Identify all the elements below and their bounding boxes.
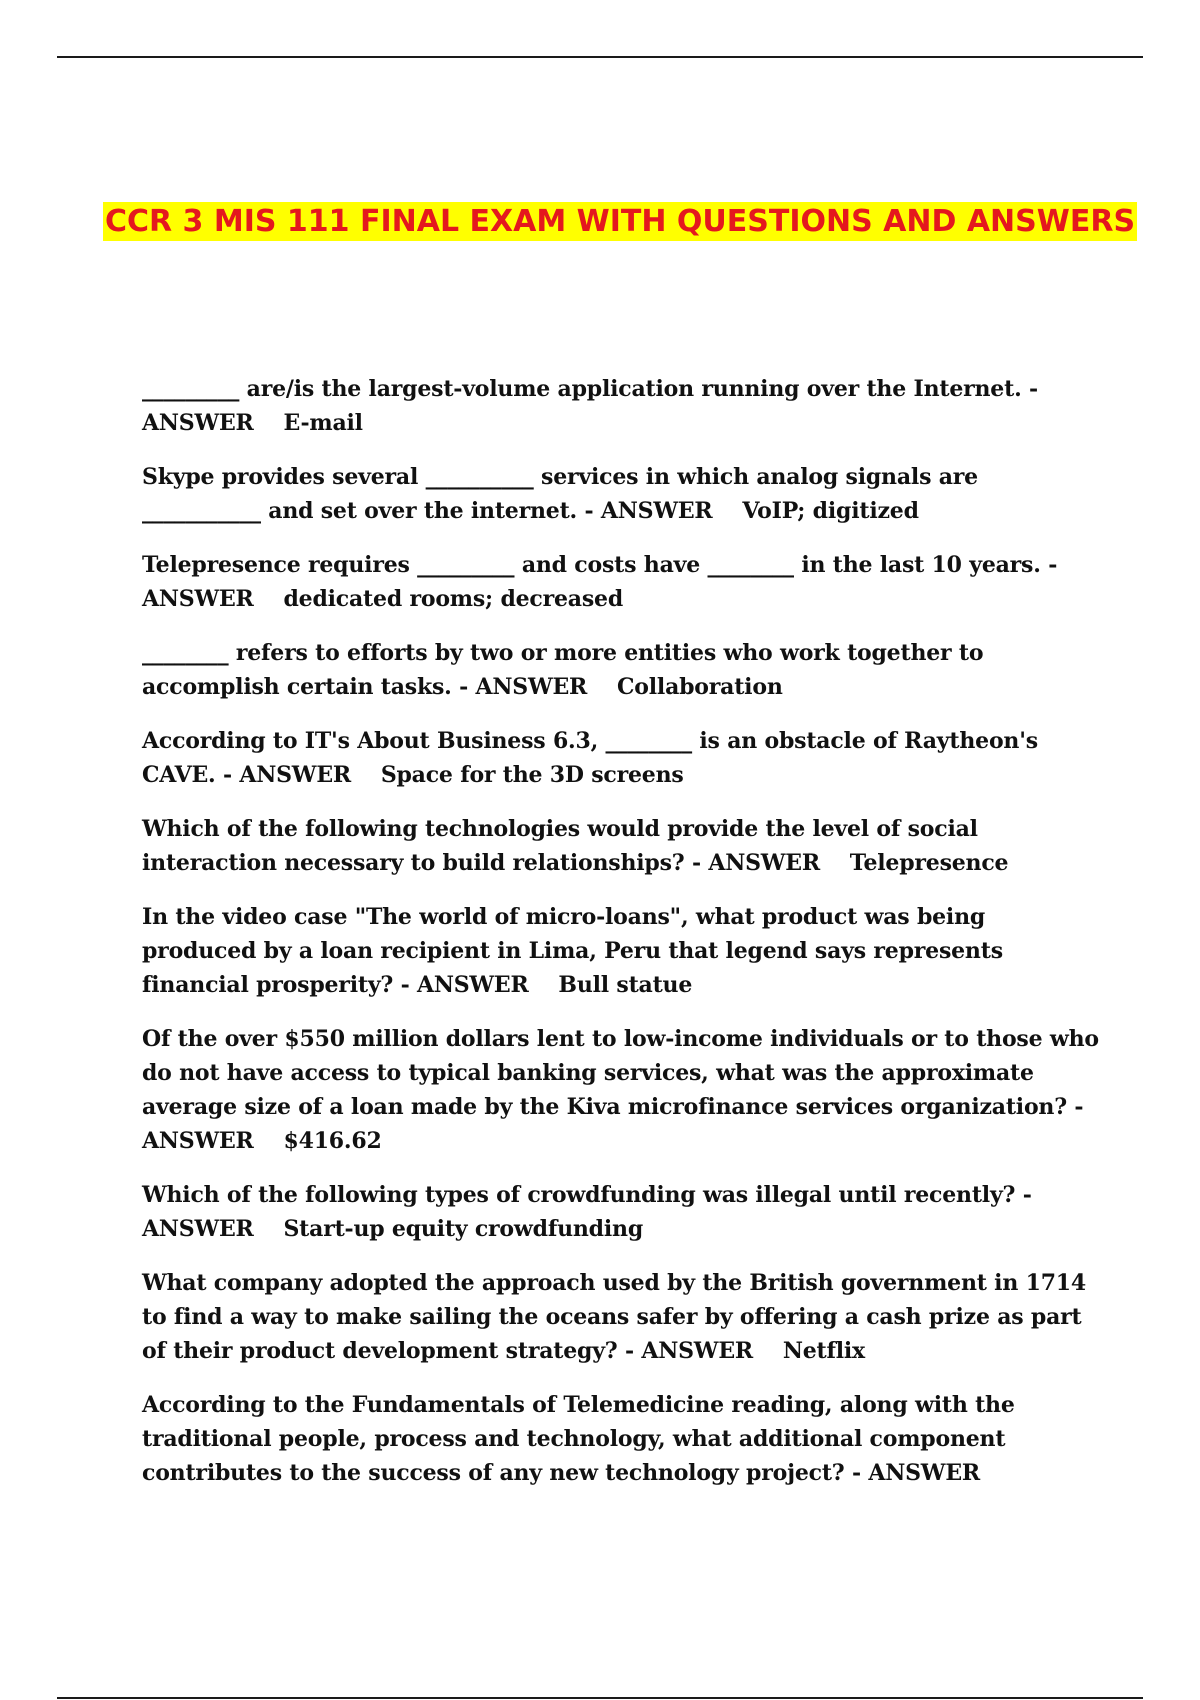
question-text: _________ are/is the largest-volume application running over the Internet. xyxy=(142,376,1022,402)
qa-item xyxy=(142,636,1102,704)
question-text: According to IT's About Business 6.3, ________ is an obstacle of Raytheon's CAVE. xyxy=(142,728,1038,788)
qa-list xyxy=(142,372,1102,1510)
answer-label: - ANSWER xyxy=(142,552,1058,612)
qa-item xyxy=(142,372,1102,440)
question-text: Of the over $550 million dollars lent to low-income individuals or to those who do not have access to typical banking services, what was the approximate average size of a loan made by the Kiva microfinance services organization? xyxy=(142,1026,1099,1120)
question-text: What company adopted the approach used by the British government in 1714 to find a way to make sailing the oceans safer by offering a cash prize as part of their product development strategy? xyxy=(142,1270,1087,1364)
answer-text: Collaboration xyxy=(616,674,783,700)
question-text: In the video case "The world of micro-loans", what product was being produced by a loan recipient in Lima, Peru that legend says represents financial prosperity? xyxy=(142,904,1003,998)
answer-text: Start-up equity crowdfunding xyxy=(283,1216,644,1242)
answer-label: - ANSWER xyxy=(624,1338,753,1364)
answer-label: - ANSWER xyxy=(222,762,351,788)
answer-text: VoIP; digitized xyxy=(742,498,919,524)
answer-text: Bull statue xyxy=(558,972,693,998)
question-text: Telepresence requires _________ and costs have ________ in the last 10 years. xyxy=(142,552,1041,578)
answer-label: - ANSWER xyxy=(142,1094,1084,1154)
answer-text: dedicated rooms; decreased xyxy=(283,586,624,612)
qa-item xyxy=(142,548,1102,616)
qa-item xyxy=(142,812,1102,880)
question-text: Which of the following technologies would provide the level of social interaction necessary to build relationships? xyxy=(142,816,978,876)
qa-item xyxy=(142,1266,1102,1368)
question-text: Which of the following types of crowdfunding was illegal until recently? xyxy=(142,1182,1016,1208)
answer-label: - ANSWER xyxy=(691,850,820,876)
answer-text: E-mail xyxy=(283,410,363,436)
document-title xyxy=(100,196,1140,248)
answer-label: - ANSWER xyxy=(584,498,713,524)
answer-text: Space for the 3D screens xyxy=(380,762,684,788)
footer-rule xyxy=(57,1697,1143,1699)
answer-text: Netflix xyxy=(782,1338,865,1364)
answer-text: $416.62 xyxy=(283,1128,382,1154)
answer-label: - ANSWER xyxy=(851,1460,980,1486)
answer-label: - ANSWER xyxy=(142,1182,1032,1242)
answer-label: - ANSWER xyxy=(459,674,588,700)
answer-label: - ANSWER xyxy=(400,972,529,998)
qa-item xyxy=(142,724,1102,792)
qa-item xyxy=(142,1388,1102,1490)
header-rule xyxy=(57,56,1143,58)
answer-text: Telepresence xyxy=(849,850,1009,876)
answer-label: - ANSWER xyxy=(142,376,1038,436)
qa-item xyxy=(142,900,1102,1002)
question-text: According to the Fundamentals of Telemedicine reading, along with the traditional people, process and technology, what additional component contributes to the success of any new technology project? xyxy=(142,1392,1015,1486)
qa-item xyxy=(142,1022,1102,1158)
document-title-text: CCR 3 MIS 111 FINAL EXAM WITH QUESTIONS AND ANSWERS xyxy=(104,204,1136,239)
qa-item xyxy=(142,1178,1102,1246)
qa-item xyxy=(142,460,1102,528)
question-text: ________ refers to efforts by two or more entities who work together to accomplish certain tasks. xyxy=(142,640,984,700)
question-text: Skype provides several __________ services in which analog signals are ___________ and set over the internet. xyxy=(142,464,978,524)
